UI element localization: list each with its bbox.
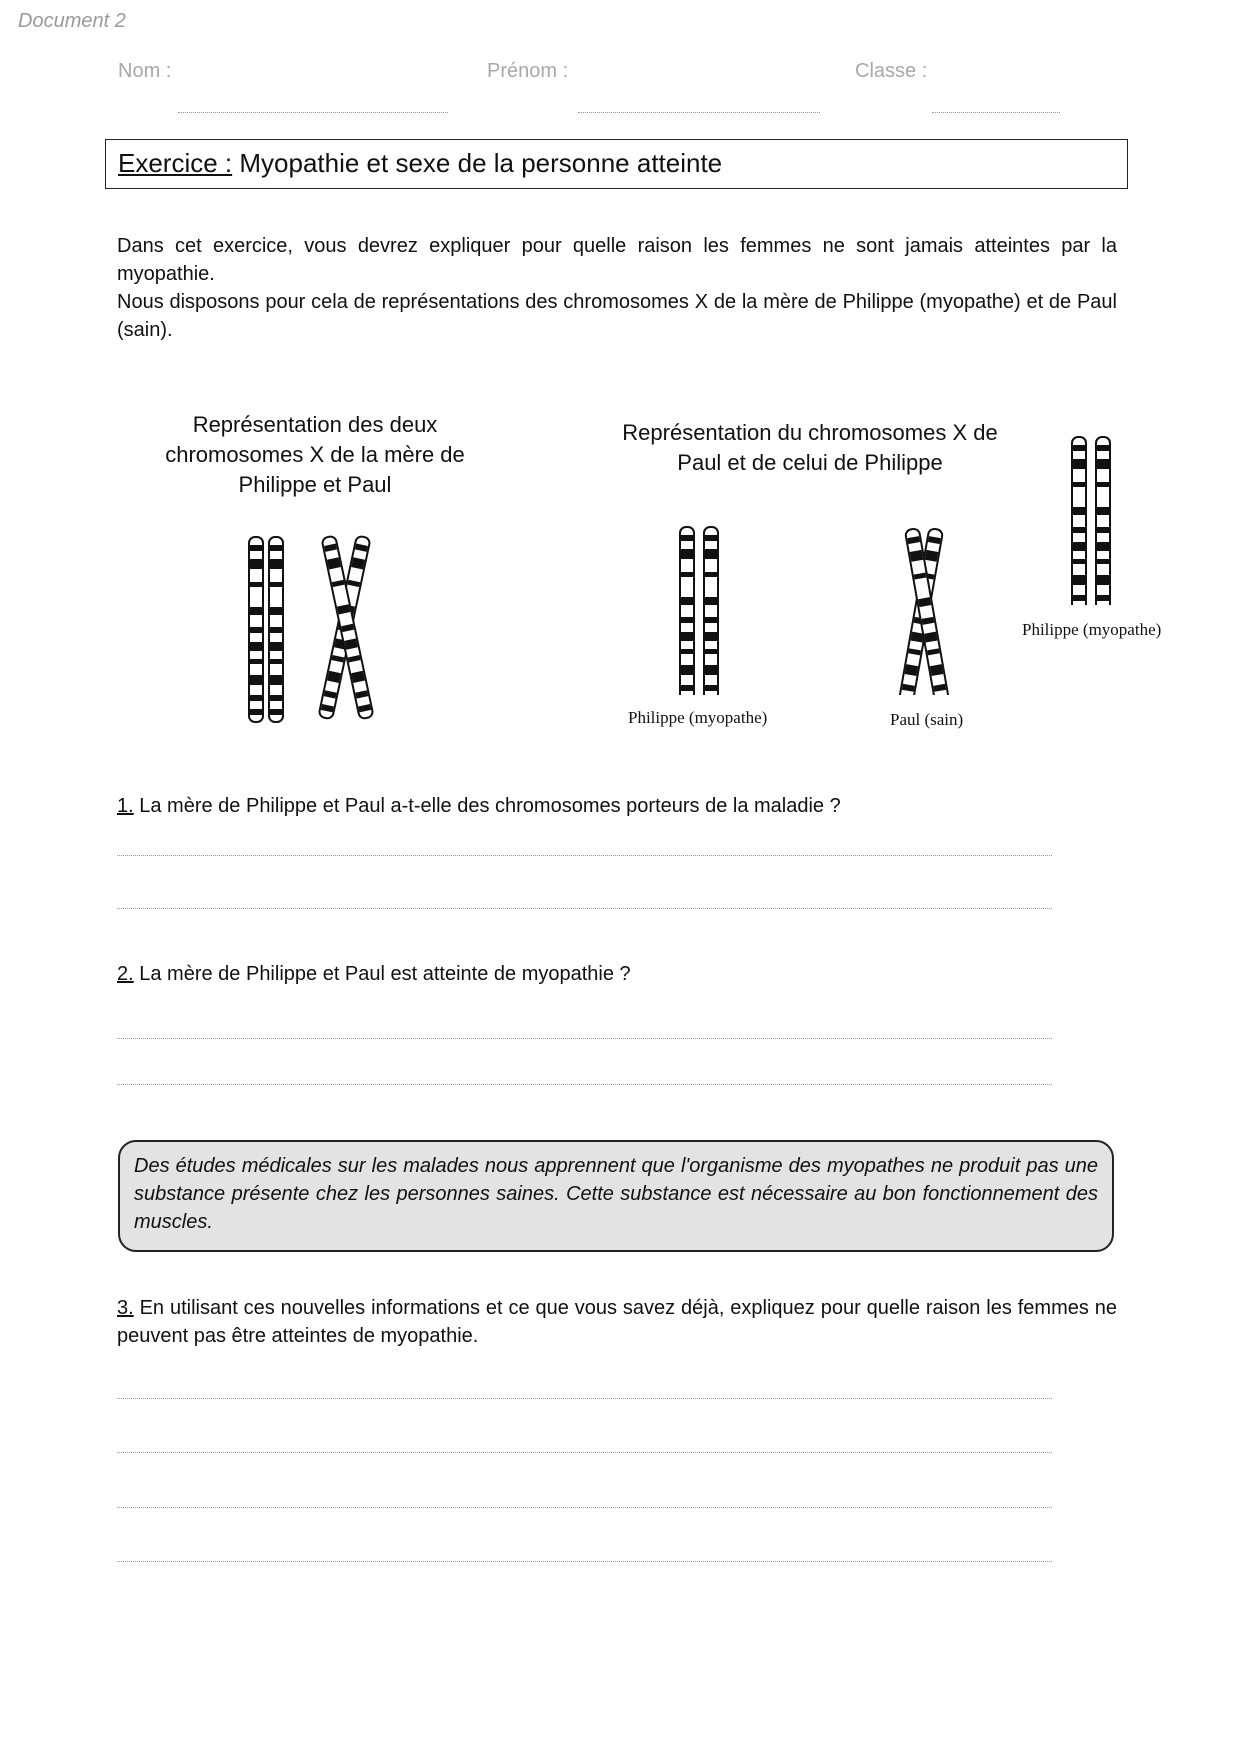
question-3-number: 3. [117, 1297, 134, 1319]
answer-line[interactable] [117, 855, 1052, 856]
answer-line[interactable] [117, 1038, 1052, 1039]
answer-line[interactable] [117, 1452, 1052, 1453]
answer-line[interactable] [117, 1507, 1052, 1508]
label-philippe-2: Philippe (myopathe) [1022, 620, 1162, 639]
intro-paragraph-1: Dans cet exercice, vous devrez expliquer pour quelle raison les femmes ne sont jamais atteintes par la myopathie. [117, 235, 1117, 285]
nom-label: Nom : [118, 60, 172, 82]
label-philippe: Philippe (myopathe) [628, 708, 768, 727]
philippe-chromosome-figure [668, 525, 738, 695]
question-1-text: La mère de Philippe et Paul a-t-elle des chromosomes porteurs de la maladie ? [133, 795, 841, 817]
classe-label: Classe : [855, 60, 928, 82]
prenom-label: Prénom : [487, 60, 569, 82]
intro-paragraph-2: Nous disposons pour cela de représentations des chromosomes X de la mère de Philippe (myopathe) et de Paul (sain). [117, 291, 1117, 341]
info-box: Des études médicales sur les malades nous apprennent que l'organisme des myopathes ne produit pas une substance présente chez les personnes saines. Cette substance est nécessaire au bon fonctionnement des muscles. [118, 1140, 1114, 1252]
question-3 [117, 1294, 1117, 1350]
answer-line[interactable] [117, 1561, 1052, 1562]
figure-right-caption: Représentation du chromosomes X de Paul et de celui de Philippe [622, 420, 998, 475]
question-2-text: La mère de Philippe et Paul est atteinte de myopathie ? [133, 963, 631, 985]
question-2-number: 2. [117, 963, 134, 985]
prenom-field[interactable] [578, 112, 820, 113]
mother-chromosomes-figure [225, 525, 400, 730]
paul-chromosome-figure [880, 525, 970, 695]
answer-line[interactable] [117, 908, 1052, 909]
label-paul: Paul (sain) [890, 710, 964, 729]
question-2 [117, 960, 1117, 988]
answer-line[interactable] [117, 1398, 1052, 1399]
answer-line[interactable] [117, 1084, 1052, 1085]
question-1-number: 1. [117, 795, 134, 817]
classe-field[interactable] [932, 112, 1060, 113]
question-1 [117, 792, 1117, 820]
exercise-title [105, 139, 1128, 189]
question-3-text: En utilisant ces nouvelles informations et ce que vous savez déjà, expliquez pour quelle raison les femmes ne peuvent pas être atteintes de myopathie. [117, 1297, 1117, 1347]
nom-field[interactable] [178, 112, 448, 113]
document-label: Document 2 [18, 10, 126, 32]
exercise-prefix: Exercice : [118, 148, 233, 178]
figure-left-caption: Représentation des deux chromosomes X de la mère de Philippe et Paul [165, 412, 465, 497]
exercise-title-text: Myopathie et sexe de la personne atteinte [232, 148, 723, 178]
philippe-chromosome-figure-2 [1060, 435, 1130, 605]
